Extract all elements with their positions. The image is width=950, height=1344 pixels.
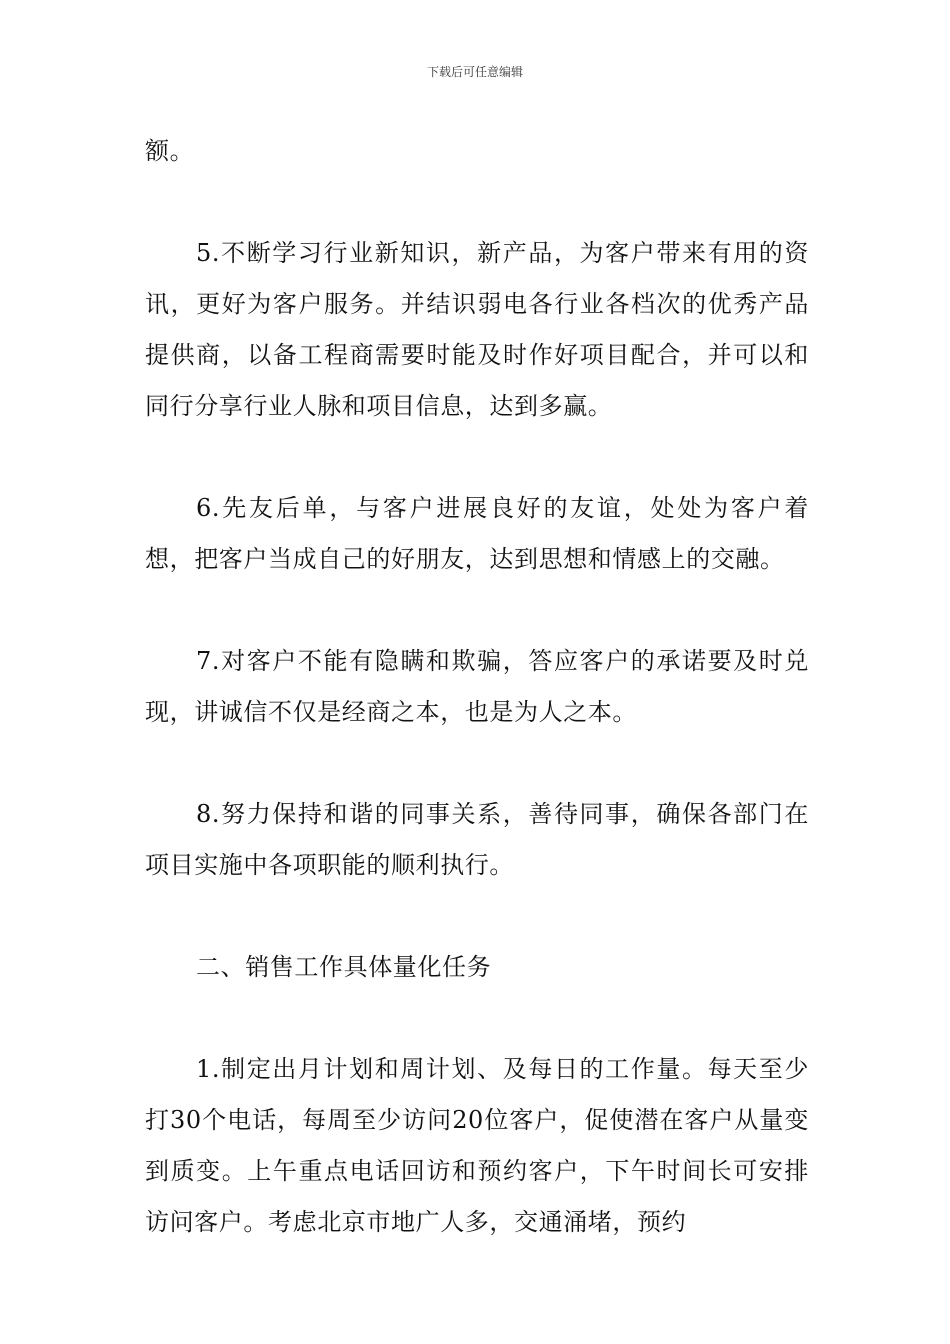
paragraph-gap (145, 891, 809, 942)
paragraph-gap (145, 432, 809, 483)
paragraph-item-7: 7.对客户不能有隐瞒和欺骗，答应客户的承诺要及时兑现，讲诚信不仅是经商之本，也是为人之本。 (145, 647, 809, 726)
paragraph-gap (145, 738, 809, 789)
paragraph-task-1: 1.制定出月计划和周计划、及每日的工作量。每天至少打30个电话，每周至少访问20位客户，促使潜在客户从量变到质变。上午重点电话回访和预约客户，下午时间长可安排访问客户。考虑北京市地广人多，交通涌堵，预约 (145, 1055, 809, 1236)
section-heading: 二、销售工作具体量化任务 (196, 953, 492, 981)
paragraph-gap (145, 993, 809, 1044)
paragraph-continuation: 额。 (145, 137, 195, 165)
page-header-note: 下载后可任意编辑 (426, 65, 523, 79)
paragraph-item-5: 5.不断学习行业新知识，新产品，为客户带来有用的资讯，更好为客户服务。并结识弱电各行业各档次的优秀产品提供商，以备工程商需要时能及时作好项目配合，并可以和同行分享行业人脉和项目信息，达到多赢。 (145, 239, 809, 420)
paragraph-item-6: 6.先友后单，与客户进展良好的友谊，处处为客户着想，把客户当成自己的好朋友，达到思想和情感上的交融。 (145, 494, 809, 573)
paragraph-gap (145, 585, 809, 636)
document-body (145, 126, 809, 1248)
paragraph-item-8: 8.努力保持和谐的同事关系，善待同事，确保各部门在项目实施中各项职能的顺利执行。 (145, 800, 809, 879)
paragraph-gap (145, 177, 809, 228)
